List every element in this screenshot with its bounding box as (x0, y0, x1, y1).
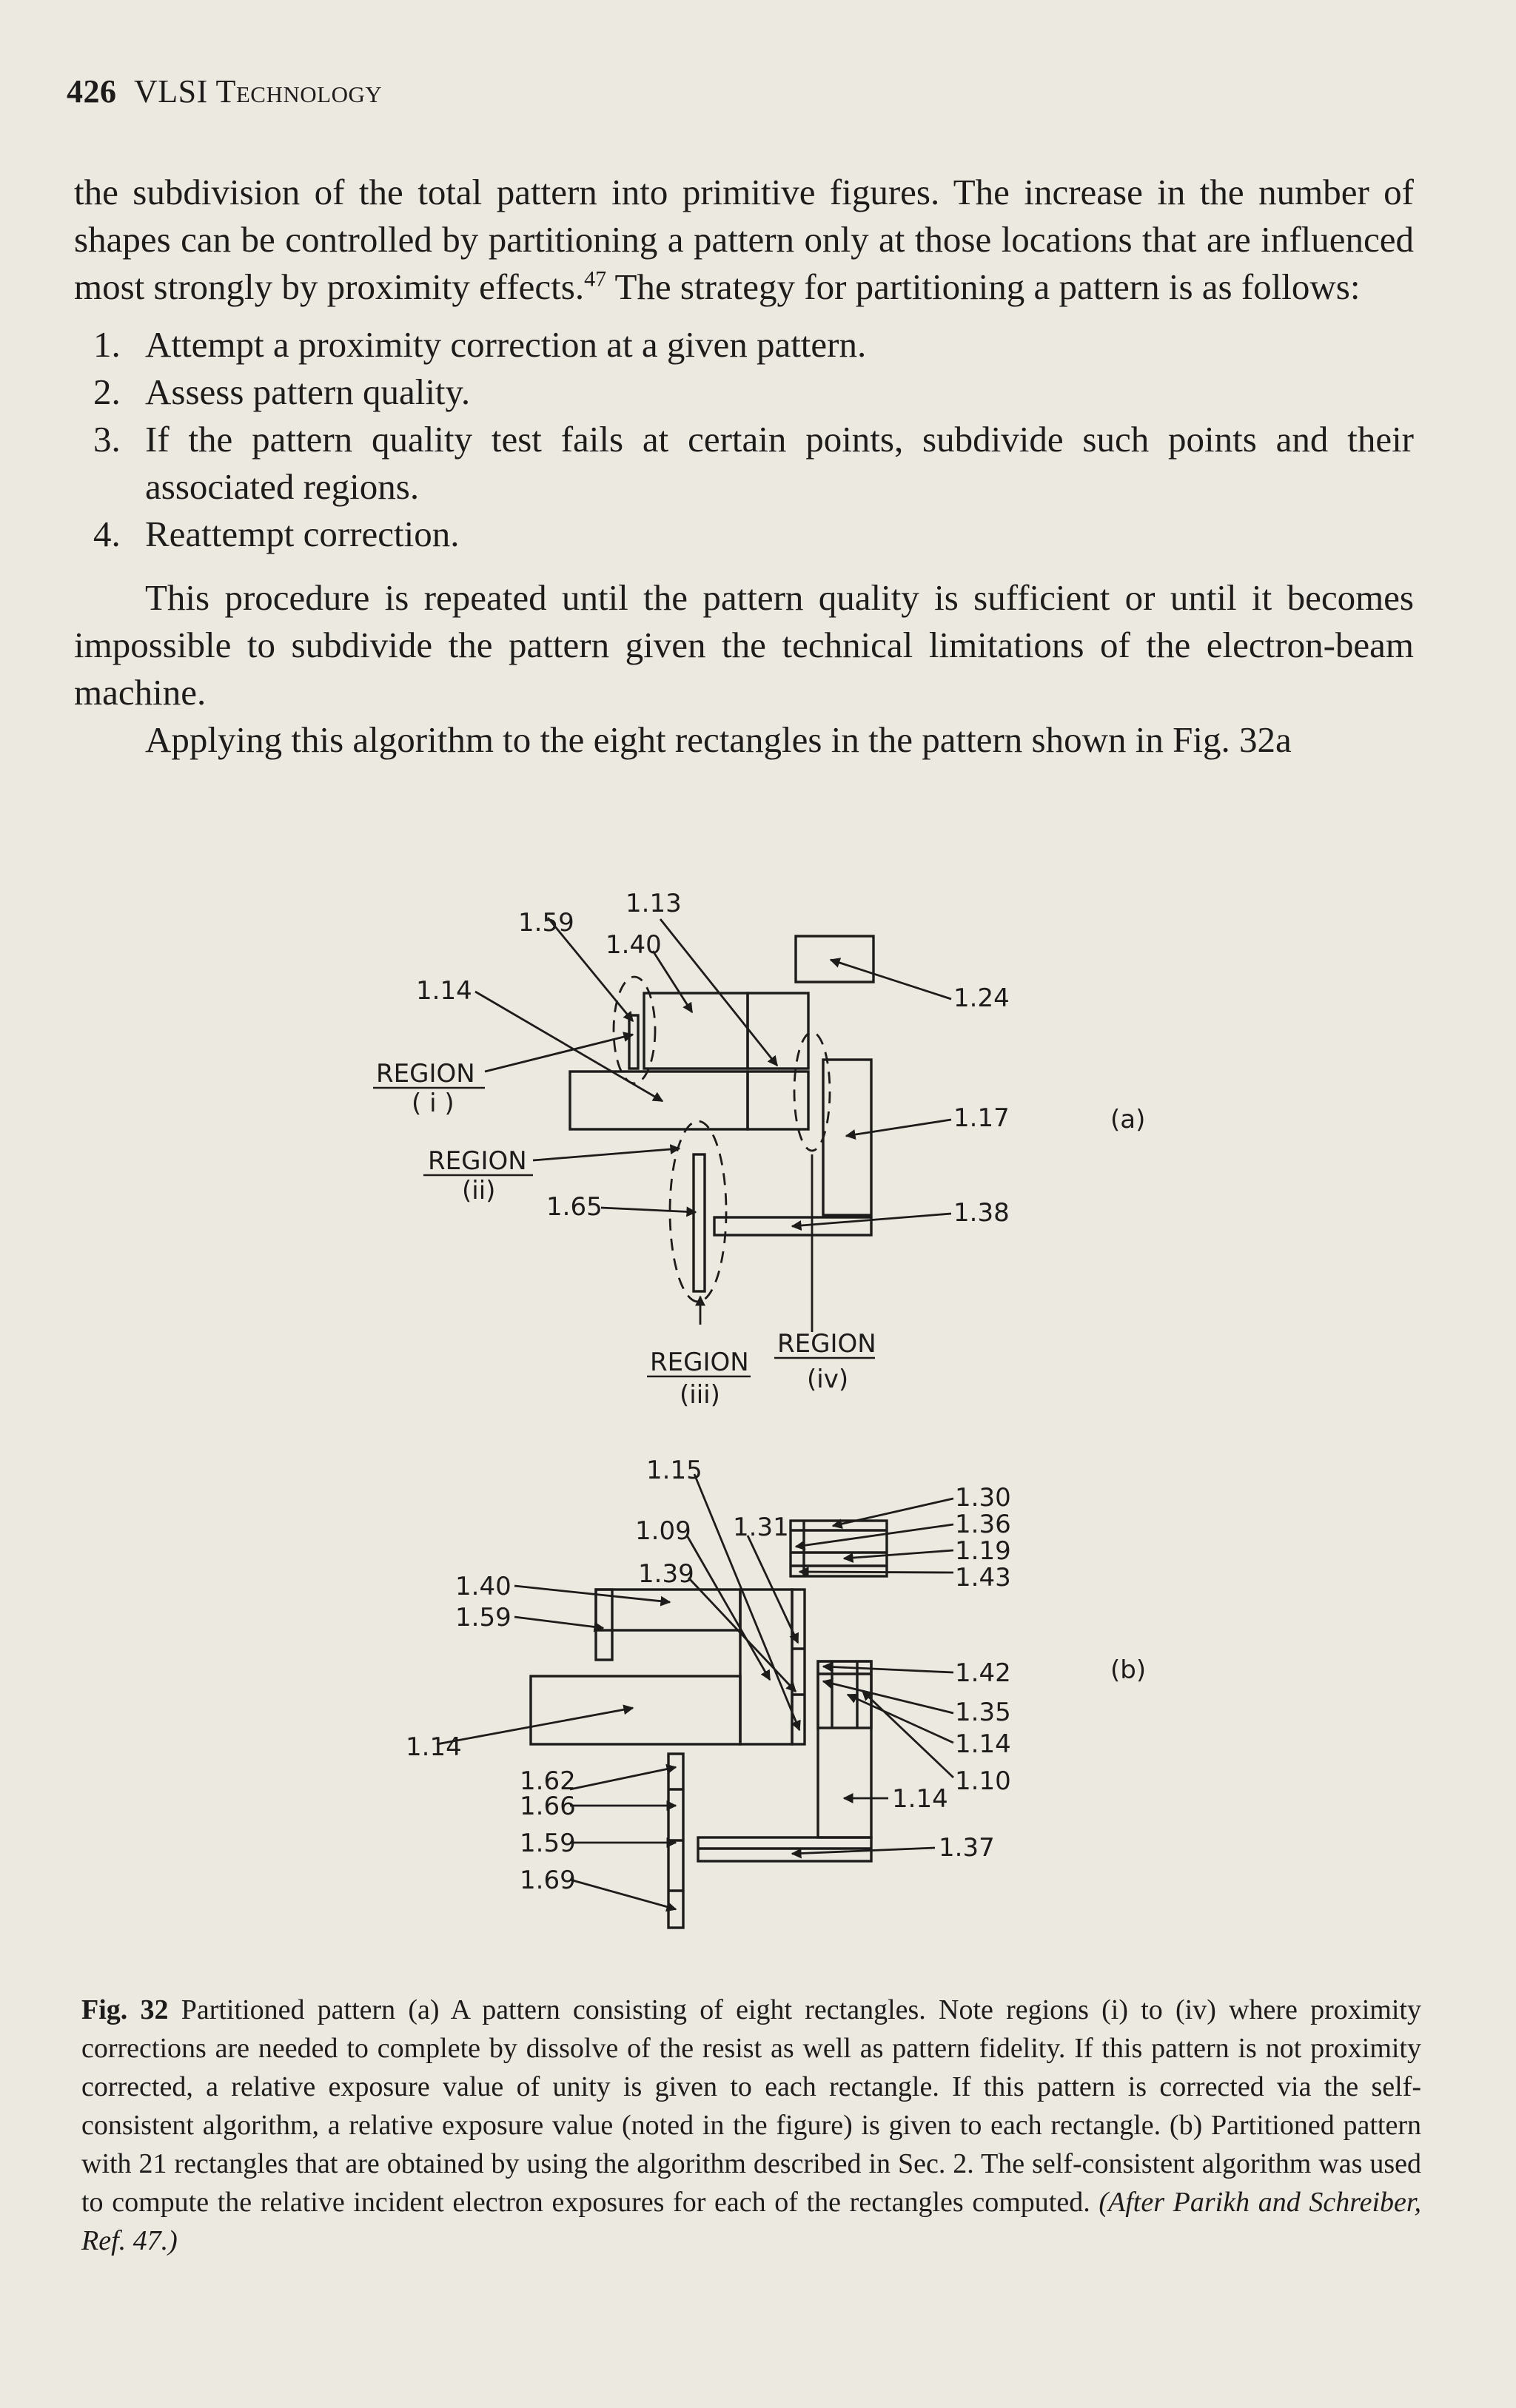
region-label: ( i ) (412, 1089, 455, 1118)
region-label: REGION (777, 1329, 876, 1359)
value-label: 1.65 (546, 1192, 603, 1222)
panel-a (373, 889, 1145, 1410)
leader-line (833, 1499, 953, 1526)
value-label: 1.19 (955, 1536, 1011, 1566)
leader-line (601, 1208, 696, 1212)
value-label: 1.35 (955, 1698, 1011, 1727)
panel-label: (a) (1110, 1105, 1146, 1134)
region-label: (iv) (807, 1365, 849, 1394)
leader-line (796, 1524, 953, 1547)
value-label: 1.39 (638, 1559, 694, 1589)
value-label: 1.30 (955, 1483, 1011, 1513)
value-label: 1.38 (953, 1198, 1010, 1228)
value-label: 1.37 (939, 1833, 995, 1863)
list-item: 4. Reattempt correction. (93, 514, 460, 554)
region-label: REGION (650, 1348, 749, 1377)
value-label: 1.36 (955, 1510, 1011, 1539)
running-title: VLSI Technology (134, 73, 383, 110)
figure-32 (0, 858, 1516, 1954)
rectangle (818, 1661, 871, 1837)
rectangle (629, 1015, 638, 1069)
paragraph-3: Applying this algorithm to the eight rectangles in the pattern shown in Fig. 32a (145, 719, 1292, 760)
leader-line (846, 1120, 951, 1136)
rectangle (694, 1154, 705, 1291)
leader-line (570, 1767, 676, 1789)
list-item: 2. Assess pattern quality. (93, 371, 471, 412)
leader-line (831, 960, 951, 999)
paragraph-1: the subdivision of the total pattern into primitive figures. The increase in the number of shapes can be controlled by partitioning a pattern only at those locations that are influenced most strongly by proximity effects.$^{47}$ The strategy for partitioning a pattern is as follows: (74, 172, 1414, 307)
value-label: 1.14 (416, 976, 472, 1006)
value-label: 1.40 (606, 930, 662, 960)
region-label: (ii) (462, 1176, 496, 1205)
region-label: (iii) (680, 1380, 720, 1410)
value-label: 1.59 (520, 1829, 576, 1858)
leader-line (688, 1578, 796, 1692)
leader-line (653, 951, 692, 1012)
rectangle (644, 993, 748, 1069)
reference-superscript: 47 (584, 266, 607, 292)
value-label: 1.62 (520, 1766, 576, 1796)
rectangle (748, 993, 808, 1069)
value-label: 1.59 (518, 908, 574, 938)
leader-line (514, 1617, 603, 1628)
region-label: REGION (376, 1059, 475, 1089)
value-label: 1.09 (635, 1516, 691, 1546)
value-label: 1.14 (892, 1784, 948, 1814)
leader-line (823, 1667, 953, 1672)
panel-b (406, 1456, 1146, 1928)
page-number: 426 (67, 73, 117, 110)
value-label: 1.31 (733, 1513, 789, 1542)
leader-line (848, 1695, 953, 1743)
leader-line (437, 1708, 633, 1744)
region-outline (794, 1032, 830, 1151)
caption-source: (After Parikh and Schreiber, Ref. 47.) (81, 2187, 1421, 2256)
value-label: 1.40 (455, 1572, 512, 1601)
running-head (67, 73, 382, 110)
value-label: 1.59 (455, 1603, 512, 1632)
value-label: 1.10 (955, 1766, 1011, 1796)
value-label: 1.69 (520, 1866, 576, 1895)
value-label: 1.43 (955, 1563, 1011, 1593)
value-label: 1.13 (625, 889, 682, 918)
rectangle (796, 936, 873, 982)
rectangle (531, 1676, 740, 1744)
list-item: 3. If the pattern quality test fails at certain points, subdivide such points and their associated regions. (93, 419, 1414, 507)
value-label: 1.15 (646, 1456, 702, 1485)
rectangle (748, 1072, 808, 1129)
region-label: REGION (428, 1146, 527, 1176)
caption-label: Fig. 32 (81, 1994, 169, 2025)
value-label: 1.42 (955, 1658, 1011, 1688)
caption-text: Partitioned pattern (a) A pattern consisting of eight rectangles. Note regions (i) to (iv) where proximity corrections are needed to complete by dissolve of the resist as well as pattern fidelity. If this pattern is not proximity corrected, a relative exposure value of unity is given to each rectangle. If this pattern is corrected via the self-consistent algorithm, a relative exposure value (noted in the figure) is given to each rectangle. (b) Partitioned pattern with 21 rectangles that are obtained by using the algorithm described in Sec. 2. The self-consistent algorithm was used to compute the relative incident electron exposures for each of the rectangles computed. (81, 1994, 1421, 2218)
value-label: 1.24 (953, 983, 1010, 1013)
rectangle (818, 1661, 871, 1728)
rectangle (792, 1590, 805, 1744)
value-label: 1.14 (406, 1732, 462, 1762)
figure-caption (81, 1991, 1421, 2260)
leader-line (862, 1691, 953, 1778)
leader-line (799, 1572, 953, 1573)
algorithm-steps (74, 321, 1414, 558)
rectangle (596, 1590, 612, 1660)
paragraph-2: This procedure is repeated until the pattern quality is sufficient or until it becomes impossible to subdivide the pattern given the technical limitations of the electron-beam machine. (74, 577, 1414, 713)
leader-line (570, 1880, 676, 1909)
body-text (74, 169, 1414, 764)
value-label: 1.66 (520, 1792, 576, 1821)
leader-line (533, 1148, 680, 1160)
leader-line (823, 1681, 953, 1713)
value-label: 1.17 (953, 1103, 1010, 1133)
panel-label: (b) (1110, 1655, 1147, 1685)
rectangle (570, 1072, 748, 1129)
list-item: 1. Attempt a proximity correction at a given pattern. (93, 324, 867, 365)
value-label: 1.14 (955, 1729, 1011, 1759)
